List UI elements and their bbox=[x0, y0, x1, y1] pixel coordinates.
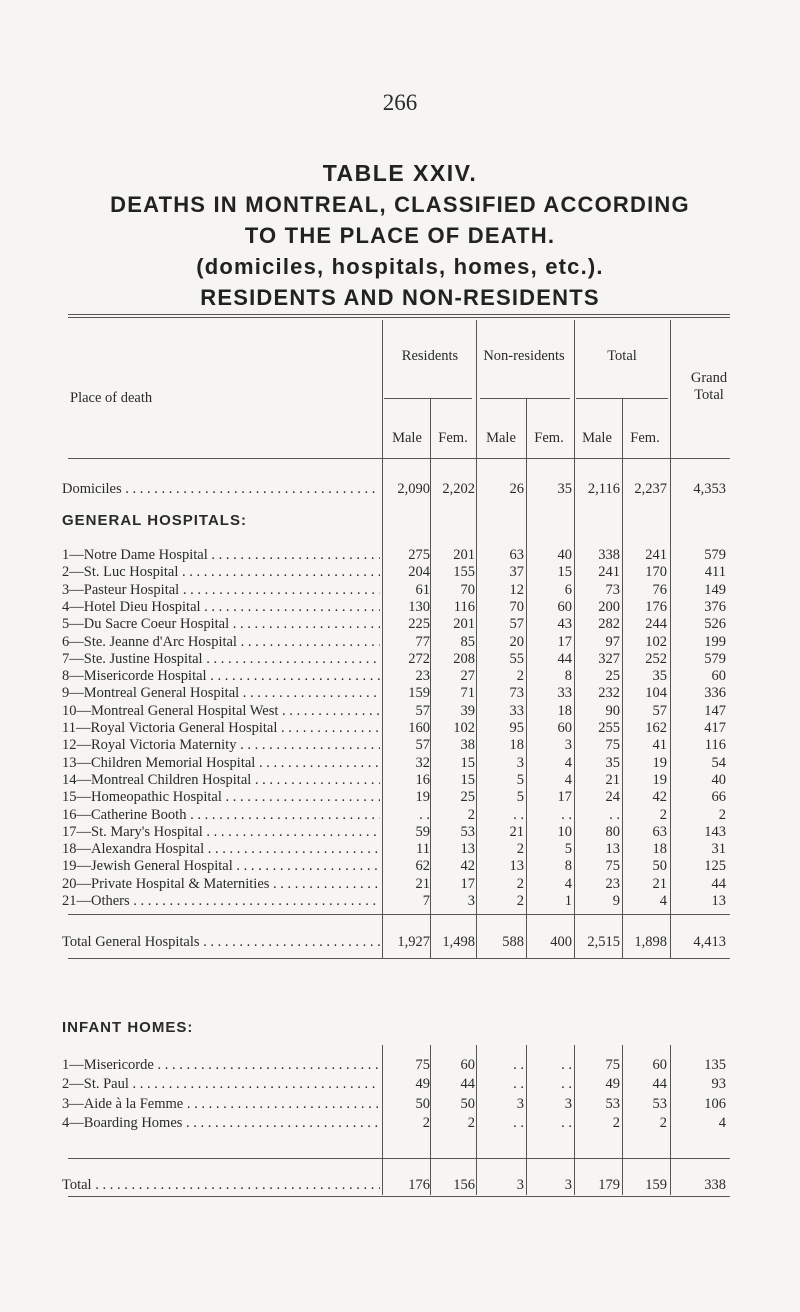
cell: 588 bbox=[502, 934, 524, 950]
row-label: 20—Private Hospital & Maternities . . . bbox=[62, 876, 380, 893]
header-grand-total: Grand Total bbox=[690, 370, 728, 403]
cell: 4 bbox=[564, 771, 572, 788]
cell: 97 bbox=[605, 633, 620, 650]
title-line-3: TO THE PLACE OF DEATH. bbox=[244, 223, 556, 248]
cell: 60 bbox=[557, 720, 572, 736]
cell: 50 bbox=[652, 858, 667, 875]
cell: 16 bbox=[415, 771, 430, 788]
row-label: 9—Montreal General Hospital . . . bbox=[62, 685, 380, 702]
cell: 17 bbox=[557, 633, 572, 650]
cell: 50 bbox=[415, 1095, 430, 1112]
cell: 116 bbox=[453, 598, 475, 615]
cell: 44 bbox=[711, 875, 726, 892]
cell: 71 bbox=[460, 685, 475, 702]
row-label: 21—Others . . . bbox=[62, 893, 380, 910]
cell: 338 bbox=[598, 547, 620, 563]
cell: . . bbox=[561, 1057, 572, 1073]
cell: 282 bbox=[598, 616, 620, 633]
cell: 2 bbox=[659, 806, 667, 823]
cell: 7 bbox=[422, 893, 430, 909]
cell: 3 bbox=[564, 737, 572, 754]
cell: 4 bbox=[564, 754, 572, 771]
cell: 66 bbox=[711, 789, 726, 806]
cell: . . bbox=[513, 1076, 524, 1093]
cell: 12 bbox=[509, 581, 524, 598]
cell: 33 bbox=[557, 685, 572, 702]
title-line-1: TABLE XXIV. bbox=[322, 160, 478, 186]
cell: 201 bbox=[453, 547, 475, 563]
section-heading-infant-homes: INFANT HOMES: bbox=[62, 1019, 194, 1036]
cell: 15 bbox=[557, 564, 572, 581]
cell: 11 bbox=[416, 841, 430, 858]
cell: 275 bbox=[408, 547, 430, 563]
cell: 2,237 bbox=[634, 481, 667, 497]
cell: 5 bbox=[516, 771, 524, 788]
cell: 5 bbox=[516, 789, 524, 806]
cell: 42 bbox=[652, 789, 667, 806]
cell: 35 bbox=[652, 668, 667, 685]
row-label: Domiciles . . . bbox=[62, 481, 380, 498]
cell: 25 bbox=[605, 668, 620, 685]
bottom-rule bbox=[68, 1196, 730, 1197]
cell: 53 bbox=[605, 1095, 620, 1112]
cell: 3 bbox=[564, 1095, 572, 1112]
cell: 2,515 bbox=[587, 934, 620, 950]
cell: 21 bbox=[652, 875, 667, 892]
cell: 39 bbox=[460, 702, 475, 719]
cell: 4 bbox=[564, 875, 572, 892]
cell: 55 bbox=[509, 650, 524, 667]
header-total: Total bbox=[607, 348, 637, 364]
col-line-0t bbox=[382, 914, 383, 958]
cell: 75 bbox=[605, 737, 620, 754]
cell: 143 bbox=[704, 823, 726, 840]
cell: 2 bbox=[718, 806, 726, 823]
header-place: Place of death bbox=[70, 390, 153, 406]
row-label: 14—Montreal Children Hospital . . . bbox=[62, 772, 380, 789]
cell: 44 bbox=[460, 1076, 475, 1093]
cell: 199 bbox=[704, 633, 726, 650]
cell: 2 bbox=[422, 1114, 430, 1131]
cell: 18 bbox=[652, 841, 667, 858]
cell: 15 bbox=[460, 771, 475, 788]
cell: 13 bbox=[605, 841, 620, 858]
cell: 90 bbox=[605, 702, 620, 719]
cell: 338 bbox=[704, 1177, 726, 1193]
header-residents: Residents bbox=[401, 348, 459, 364]
row-label: 2—St. Paul . . . bbox=[62, 1076, 380, 1093]
cell: 2 bbox=[612, 1114, 620, 1131]
col-line-1t bbox=[430, 914, 431, 958]
cell: 2,116 bbox=[587, 481, 620, 497]
cell: 44 bbox=[557, 650, 572, 667]
cell: 31 bbox=[711, 841, 726, 858]
row-label: 10—Montreal General Hospital West . . . bbox=[62, 703, 380, 720]
cell: 2 bbox=[516, 893, 524, 909]
cell: 15 bbox=[460, 754, 475, 771]
header-non-residents: Non-residents bbox=[483, 348, 565, 364]
title-line-5: RESIDENTS AND NON-RESIDENTS bbox=[200, 285, 600, 310]
cell: 102 bbox=[645, 633, 667, 650]
cell: 41 bbox=[652, 737, 667, 754]
row-label: 15—Homeopathic Hospital . . . bbox=[62, 789, 380, 806]
cell: 104 bbox=[645, 685, 667, 702]
cell: 149 bbox=[704, 581, 726, 598]
cell: 579 bbox=[704, 547, 726, 563]
cell: 4 bbox=[659, 893, 667, 909]
cell: 60 bbox=[557, 598, 572, 615]
cell: 49 bbox=[605, 1076, 620, 1093]
header-subrule-residents bbox=[384, 398, 472, 399]
cell: 37 bbox=[509, 564, 524, 581]
cell: . . bbox=[609, 806, 620, 823]
cell: 53 bbox=[460, 823, 475, 840]
cell: 9 bbox=[612, 893, 620, 909]
cell: 21 bbox=[415, 875, 430, 892]
cell: 244 bbox=[645, 616, 667, 633]
cell: 176 bbox=[645, 598, 667, 615]
cell: 1,498 bbox=[442, 934, 475, 950]
cell: 417 bbox=[704, 720, 726, 736]
row-label: 6—Ste. Jeanne d'Arc Hospital . . . bbox=[62, 634, 380, 651]
cell: . . bbox=[561, 806, 572, 823]
cell: 8 bbox=[564, 858, 572, 875]
cell: 24 bbox=[605, 789, 620, 806]
cell: 50 bbox=[460, 1095, 475, 1112]
cell: 73 bbox=[509, 685, 524, 702]
cell: 13 bbox=[460, 841, 475, 858]
cell: 4,413 bbox=[693, 934, 726, 950]
cell: 3 bbox=[516, 1095, 524, 1112]
col-line-3t bbox=[526, 914, 527, 958]
cell: 17 bbox=[460, 875, 475, 892]
cell: 102 bbox=[453, 720, 475, 736]
cell: 57 bbox=[415, 702, 430, 719]
cell: 526 bbox=[704, 616, 726, 633]
cell: 42 bbox=[460, 858, 475, 875]
cell: 201 bbox=[453, 616, 475, 633]
cell: 159 bbox=[408, 685, 430, 702]
cell: 26 bbox=[509, 481, 524, 497]
row-label: 1—Notre Dame Hospital . . . bbox=[62, 547, 380, 564]
cell: 2 bbox=[467, 806, 475, 823]
cell: 95 bbox=[509, 720, 524, 736]
row-label: 1—Misericorde . . . bbox=[62, 1057, 380, 1074]
cell: 6 bbox=[564, 581, 572, 598]
row-label: 2—St. Luc Hospital . . . bbox=[62, 564, 380, 581]
cell: 208 bbox=[453, 650, 475, 667]
cell: 35 bbox=[605, 754, 620, 771]
cell: 17 bbox=[557, 789, 572, 806]
cell: . . bbox=[561, 1114, 572, 1131]
cell: 155 bbox=[453, 564, 475, 581]
cell: 8 bbox=[564, 668, 572, 685]
header-bottom-rule bbox=[68, 458, 730, 459]
table-title bbox=[0, 158, 800, 313]
cell: 20 bbox=[509, 633, 524, 650]
title-line-2: DEATHS IN MONTREAL, CLASSIFIED ACCORDING bbox=[110, 192, 690, 217]
col-line-4t bbox=[574, 914, 575, 958]
cell: 4,353 bbox=[693, 481, 726, 497]
cell: 116 bbox=[704, 737, 726, 754]
header-tot-male: Male bbox=[582, 430, 612, 446]
cell: 54 bbox=[711, 754, 726, 771]
cell: 2 bbox=[516, 668, 524, 685]
cell: 77 bbox=[415, 633, 430, 650]
cell: 225 bbox=[408, 616, 430, 633]
table-row bbox=[0, 893, 800, 915]
cell: 4 bbox=[718, 1114, 726, 1131]
row-label: 4—Hotel Dieu Hospital . . . bbox=[62, 599, 380, 616]
cell: 75 bbox=[605, 858, 620, 875]
cell: 18 bbox=[509, 737, 524, 754]
row-label: 11—Royal Victoria General Hospital . . . bbox=[62, 720, 380, 737]
cell: 21 bbox=[605, 771, 620, 788]
cell: 232 bbox=[598, 685, 620, 702]
cell: 19 bbox=[652, 754, 667, 771]
row-label: 17—St. Mary's Hospital . . . bbox=[62, 824, 380, 841]
cell: . . bbox=[513, 806, 524, 823]
cell: 2,090 bbox=[397, 481, 430, 497]
page-number: 266 bbox=[382, 90, 418, 115]
cell: 27 bbox=[460, 668, 475, 685]
cell: 49 bbox=[415, 1076, 430, 1093]
cell: 255 bbox=[598, 720, 620, 736]
cell: 2,202 bbox=[442, 481, 475, 497]
cell: 62 bbox=[415, 858, 430, 875]
cell: 156 bbox=[453, 1177, 475, 1193]
header-res-male: Male bbox=[392, 430, 422, 446]
cell: 2 bbox=[467, 1114, 475, 1131]
row-label: 19—Jewish General Hospital . . . bbox=[62, 858, 380, 875]
cell: 63 bbox=[652, 823, 667, 840]
cell: 159 bbox=[645, 1177, 667, 1193]
cell: 59 bbox=[415, 823, 430, 840]
cell: 3 bbox=[564, 1177, 572, 1193]
cell: 76 bbox=[652, 581, 667, 598]
cell: 135 bbox=[704, 1057, 726, 1073]
header-res-fem: Fem. bbox=[438, 430, 468, 446]
cell: 44 bbox=[652, 1076, 667, 1093]
row-label: 16—Catherine Booth . . . bbox=[62, 807, 380, 824]
row-label: 12—Royal Victoria Maternity . . . bbox=[62, 737, 380, 754]
cell: 1 bbox=[564, 893, 572, 909]
cell: 579 bbox=[704, 650, 726, 667]
cell: 376 bbox=[704, 598, 726, 615]
cell: 147 bbox=[704, 702, 726, 719]
cell: 23 bbox=[605, 875, 620, 892]
infant-total-top-rule bbox=[68, 1158, 730, 1159]
cell: 57 bbox=[652, 702, 667, 719]
cell: 38 bbox=[460, 737, 475, 754]
cell: 70 bbox=[460, 581, 475, 598]
col-line-5t bbox=[622, 914, 623, 958]
section-heading-general-hospitals: GENERAL HOSPITALS: bbox=[62, 512, 247, 529]
cell: 200 bbox=[598, 598, 620, 615]
top-rule bbox=[68, 314, 730, 315]
cell: 80 bbox=[605, 823, 620, 840]
cell: . . bbox=[513, 1114, 524, 1131]
cell: 336 bbox=[704, 685, 726, 702]
cell: 252 bbox=[645, 650, 667, 667]
cell: 57 bbox=[415, 737, 430, 754]
cell: 85 bbox=[460, 633, 475, 650]
cell: 2 bbox=[516, 841, 524, 858]
header-subrule-nonres bbox=[480, 398, 570, 399]
table-row-total-general bbox=[0, 934, 800, 956]
cell: . . bbox=[513, 1057, 524, 1073]
cell: 160 bbox=[408, 720, 430, 736]
cell: 5 bbox=[564, 841, 572, 858]
row-label: 3—Pasteur Hospital . . . bbox=[62, 582, 380, 599]
cell: 241 bbox=[645, 547, 667, 563]
cell: 43 bbox=[557, 616, 572, 633]
cell: 60 bbox=[652, 1057, 667, 1073]
cell: 40 bbox=[557, 547, 572, 563]
cell: 33 bbox=[509, 702, 524, 719]
cell: 3 bbox=[516, 1177, 524, 1193]
table-row bbox=[0, 1115, 800, 1137]
cell: 53 bbox=[652, 1095, 667, 1112]
cell: 13 bbox=[509, 858, 524, 875]
cell: 63 bbox=[509, 547, 524, 563]
cell: 60 bbox=[711, 668, 726, 685]
header-nonres-fem: Fem. bbox=[534, 430, 564, 446]
cell: 73 bbox=[605, 581, 620, 598]
cell: 75 bbox=[415, 1057, 430, 1073]
row-label: 5—Du Sacre Coeur Hospital . . . bbox=[62, 616, 380, 633]
cell: 57 bbox=[509, 616, 524, 633]
row-label: 18—Alexandra Hospital . . . bbox=[62, 841, 380, 858]
cell: 241 bbox=[598, 564, 620, 581]
cell: 3 bbox=[467, 893, 475, 909]
cell: 1,898 bbox=[634, 934, 667, 950]
top-rule-2 bbox=[68, 317, 730, 318]
cell: 162 bbox=[645, 720, 667, 736]
cell: 25 bbox=[460, 789, 475, 806]
cell: 204 bbox=[408, 564, 430, 581]
cell: 60 bbox=[460, 1057, 475, 1073]
cell: 1,927 bbox=[397, 934, 430, 950]
general-total-top-rule bbox=[68, 914, 730, 915]
cell: 61 bbox=[415, 581, 430, 598]
title-line-4: (domiciles, hospitals, homes, etc.). bbox=[196, 254, 604, 279]
row-label: 3—Aide à la Femme . . . bbox=[62, 1096, 380, 1113]
cell: 130 bbox=[408, 598, 430, 615]
cell: 272 bbox=[408, 650, 430, 667]
header-tot-fem: Fem. bbox=[630, 430, 660, 446]
col-line-2t bbox=[476, 914, 477, 958]
col-line-6t bbox=[670, 914, 671, 958]
cell: 40 bbox=[711, 771, 726, 788]
row-label: Total . . . bbox=[62, 1177, 380, 1194]
cell: 10 bbox=[557, 823, 572, 840]
table-row bbox=[0, 481, 800, 503]
cell: 70 bbox=[509, 598, 524, 615]
cell: 179 bbox=[598, 1177, 620, 1193]
cell: 125 bbox=[704, 858, 726, 875]
cell: 176 bbox=[408, 1177, 430, 1193]
cell: 400 bbox=[550, 934, 572, 950]
row-label: 4—Boarding Homes . . . bbox=[62, 1115, 380, 1132]
cell: 19 bbox=[652, 771, 667, 788]
cell: 106 bbox=[704, 1095, 726, 1112]
cell: 18 bbox=[557, 702, 572, 719]
cell: 21 bbox=[509, 823, 524, 840]
cell: 411 bbox=[704, 564, 726, 581]
general-total-bottom-rule bbox=[68, 958, 730, 959]
cell: 13 bbox=[711, 893, 726, 909]
cell: 93 bbox=[711, 1076, 726, 1093]
header-nonres-male: Male bbox=[486, 430, 516, 446]
cell: 2 bbox=[516, 875, 524, 892]
row-label: 8—Misericorde Hospital . . . bbox=[62, 668, 380, 685]
cell: 2 bbox=[659, 1114, 667, 1131]
cell: 19 bbox=[415, 789, 430, 806]
cell: . . bbox=[419, 806, 430, 823]
row-label: 7—Ste. Justine Hospital . . . bbox=[62, 651, 380, 668]
cell: 35 bbox=[557, 481, 572, 497]
cell: 3 bbox=[516, 754, 524, 771]
cell: 170 bbox=[645, 564, 667, 581]
cell: 32 bbox=[415, 754, 430, 771]
row-label: 13—Children Memorial Hospital . . . bbox=[62, 755, 380, 772]
cell: 75 bbox=[605, 1057, 620, 1073]
row-label: Total General Hospitals . . . bbox=[62, 934, 380, 951]
cell: . . bbox=[561, 1076, 572, 1093]
cell: 23 bbox=[415, 668, 430, 685]
cell: 327 bbox=[598, 650, 620, 667]
